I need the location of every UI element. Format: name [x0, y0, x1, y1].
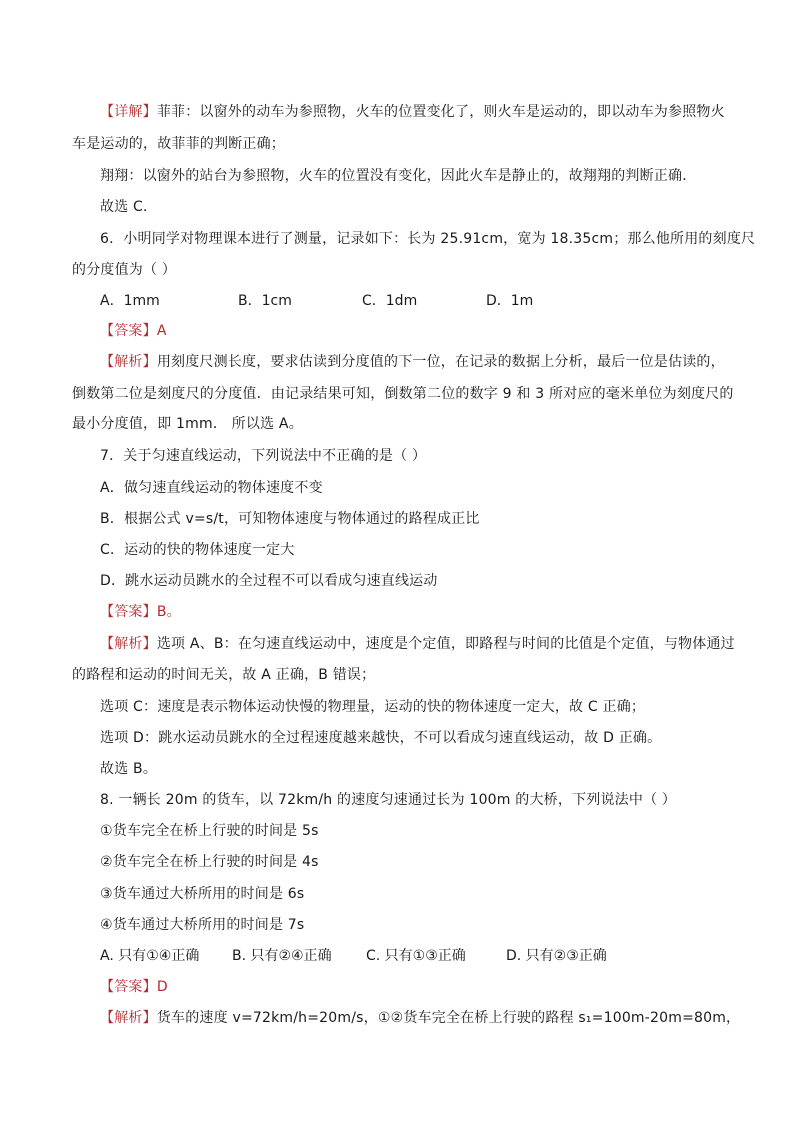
analysis-tag: 【解析】	[100, 636, 157, 652]
option-a: A. 只有①④正确	[100, 948, 200, 964]
analysis-line	[100, 352, 760, 372]
text-line: 最小分度值，即 1mm． 所以选 A。	[72, 416, 303, 432]
answer-value: D	[156, 979, 168, 995]
analysis-tag: 【解析】	[100, 354, 157, 370]
question-8: 8. 一辆长 20m 的货车，以 72km/h 的速度匀速通过长为 100m 的大桥，下列说法中（ ）	[100, 792, 677, 808]
text-line: 选项 C：速度是表示物体运动快慢的物理量，运动的快的物体速度一定大，故 C 正确；	[100, 699, 646, 715]
text-line: 车是运动的，故菲菲的判断正确；	[72, 136, 285, 152]
text-line: 选项 D：跳水运动员跳水的全过程速度越来越快，不可以看成匀速直线运动，故 D 正确。	[100, 730, 662, 746]
q7-option-d: D．跳水运动员跳水的全过程不可以看成匀速直线运动	[100, 573, 438, 589]
text-line: 的路程和运动的时间无关，故 A 正确，B 错误；	[72, 667, 376, 683]
option-d: D. 只有②③正确	[506, 948, 607, 964]
question-6-cont: 的分度值为（ ）	[72, 262, 177, 278]
analysis-tag: 【解析】	[100, 1010, 157, 1026]
option-a: A．1mm	[100, 293, 160, 309]
answer-tag: 【答案】	[100, 323, 157, 339]
analysis-line	[100, 634, 760, 654]
text-line: 故选 C．	[100, 199, 158, 215]
answer-line	[100, 321, 760, 341]
detail-tag: 【详解】	[100, 104, 157, 120]
question-7: 7．关于匀速直线运动，下列说法中不正确的是（ ）	[100, 448, 427, 464]
text: 选项 A、B：在匀速直线运动中，速度是个定值，即路程与时间的比值是个定值，与物体通过	[156, 636, 735, 652]
answer-tag: 【答案】	[100, 979, 157, 995]
q8-statement-1: ①货车完全在桥上行驶的时间是 5s	[100, 823, 319, 839]
option-b: B. 只有②④正确	[232, 948, 332, 964]
text: 货车的速度 v=72km/h=20m/s，①②货车完全在桥上行驶的路程 s₁=100m-20m=80m，	[156, 1010, 741, 1026]
analysis-line	[100, 102, 760, 122]
option-c: C. 只有①③正确	[366, 948, 466, 964]
text-line: 翔翔：以窗外的站台为参照物，火车的位置没有变化，因此火车是静止的，故翔翔的判断正确．	[100, 168, 697, 184]
q7-option-b: B．根据公式 v=s/t，可知物体速度与物体通过的路程成正比	[100, 511, 480, 527]
text: 菲菲：以窗外的动车为参照物，火车的位置变化了，则火车是运动的，即以动车为参照物火	[156, 104, 725, 120]
option-d: D．1m	[486, 293, 534, 309]
text-line: 故选 B。	[100, 761, 158, 777]
answer-line	[100, 977, 760, 997]
answer-value: A	[156, 323, 167, 339]
analysis-line	[100, 1008, 760, 1028]
option-b: B．1cm	[238, 293, 292, 309]
question-6: 6．小明同学对物理课本进行了测量，记录如下：长为 25.91cm，宽为 18.35cm；那么他所用的刻度尺	[100, 231, 756, 247]
q8-statement-3: ③货车通过大桥所用的时间是 6s	[100, 886, 305, 902]
q7-option-a: A．做匀速直线运动的物体速度不变	[100, 480, 323, 496]
q7-option-c: C．运动的快的物体速度一定大	[100, 542, 295, 558]
text: 用刻度尺测长度，要求估读到分度值的下一位，在记录的数据上分析，最后一位是估读的，	[156, 354, 725, 370]
answer-tag: 【答案】	[100, 604, 157, 620]
answer-value: B。	[156, 604, 181, 620]
q8-statement-2: ②货车完全在桥上行驶的时间是 4s	[100, 854, 319, 870]
q8-statement-4: ④货车通过大桥所用的时间是 7s	[100, 917, 305, 933]
text-line: 倒数第二位是刻度尺的分度值．由记录结果可知，倒数第二位的数字 9 和 3 所对应的毫米单位为刻度尺的	[72, 386, 734, 402]
answer-line	[100, 602, 760, 622]
option-c: C．1dm	[362, 293, 418, 309]
